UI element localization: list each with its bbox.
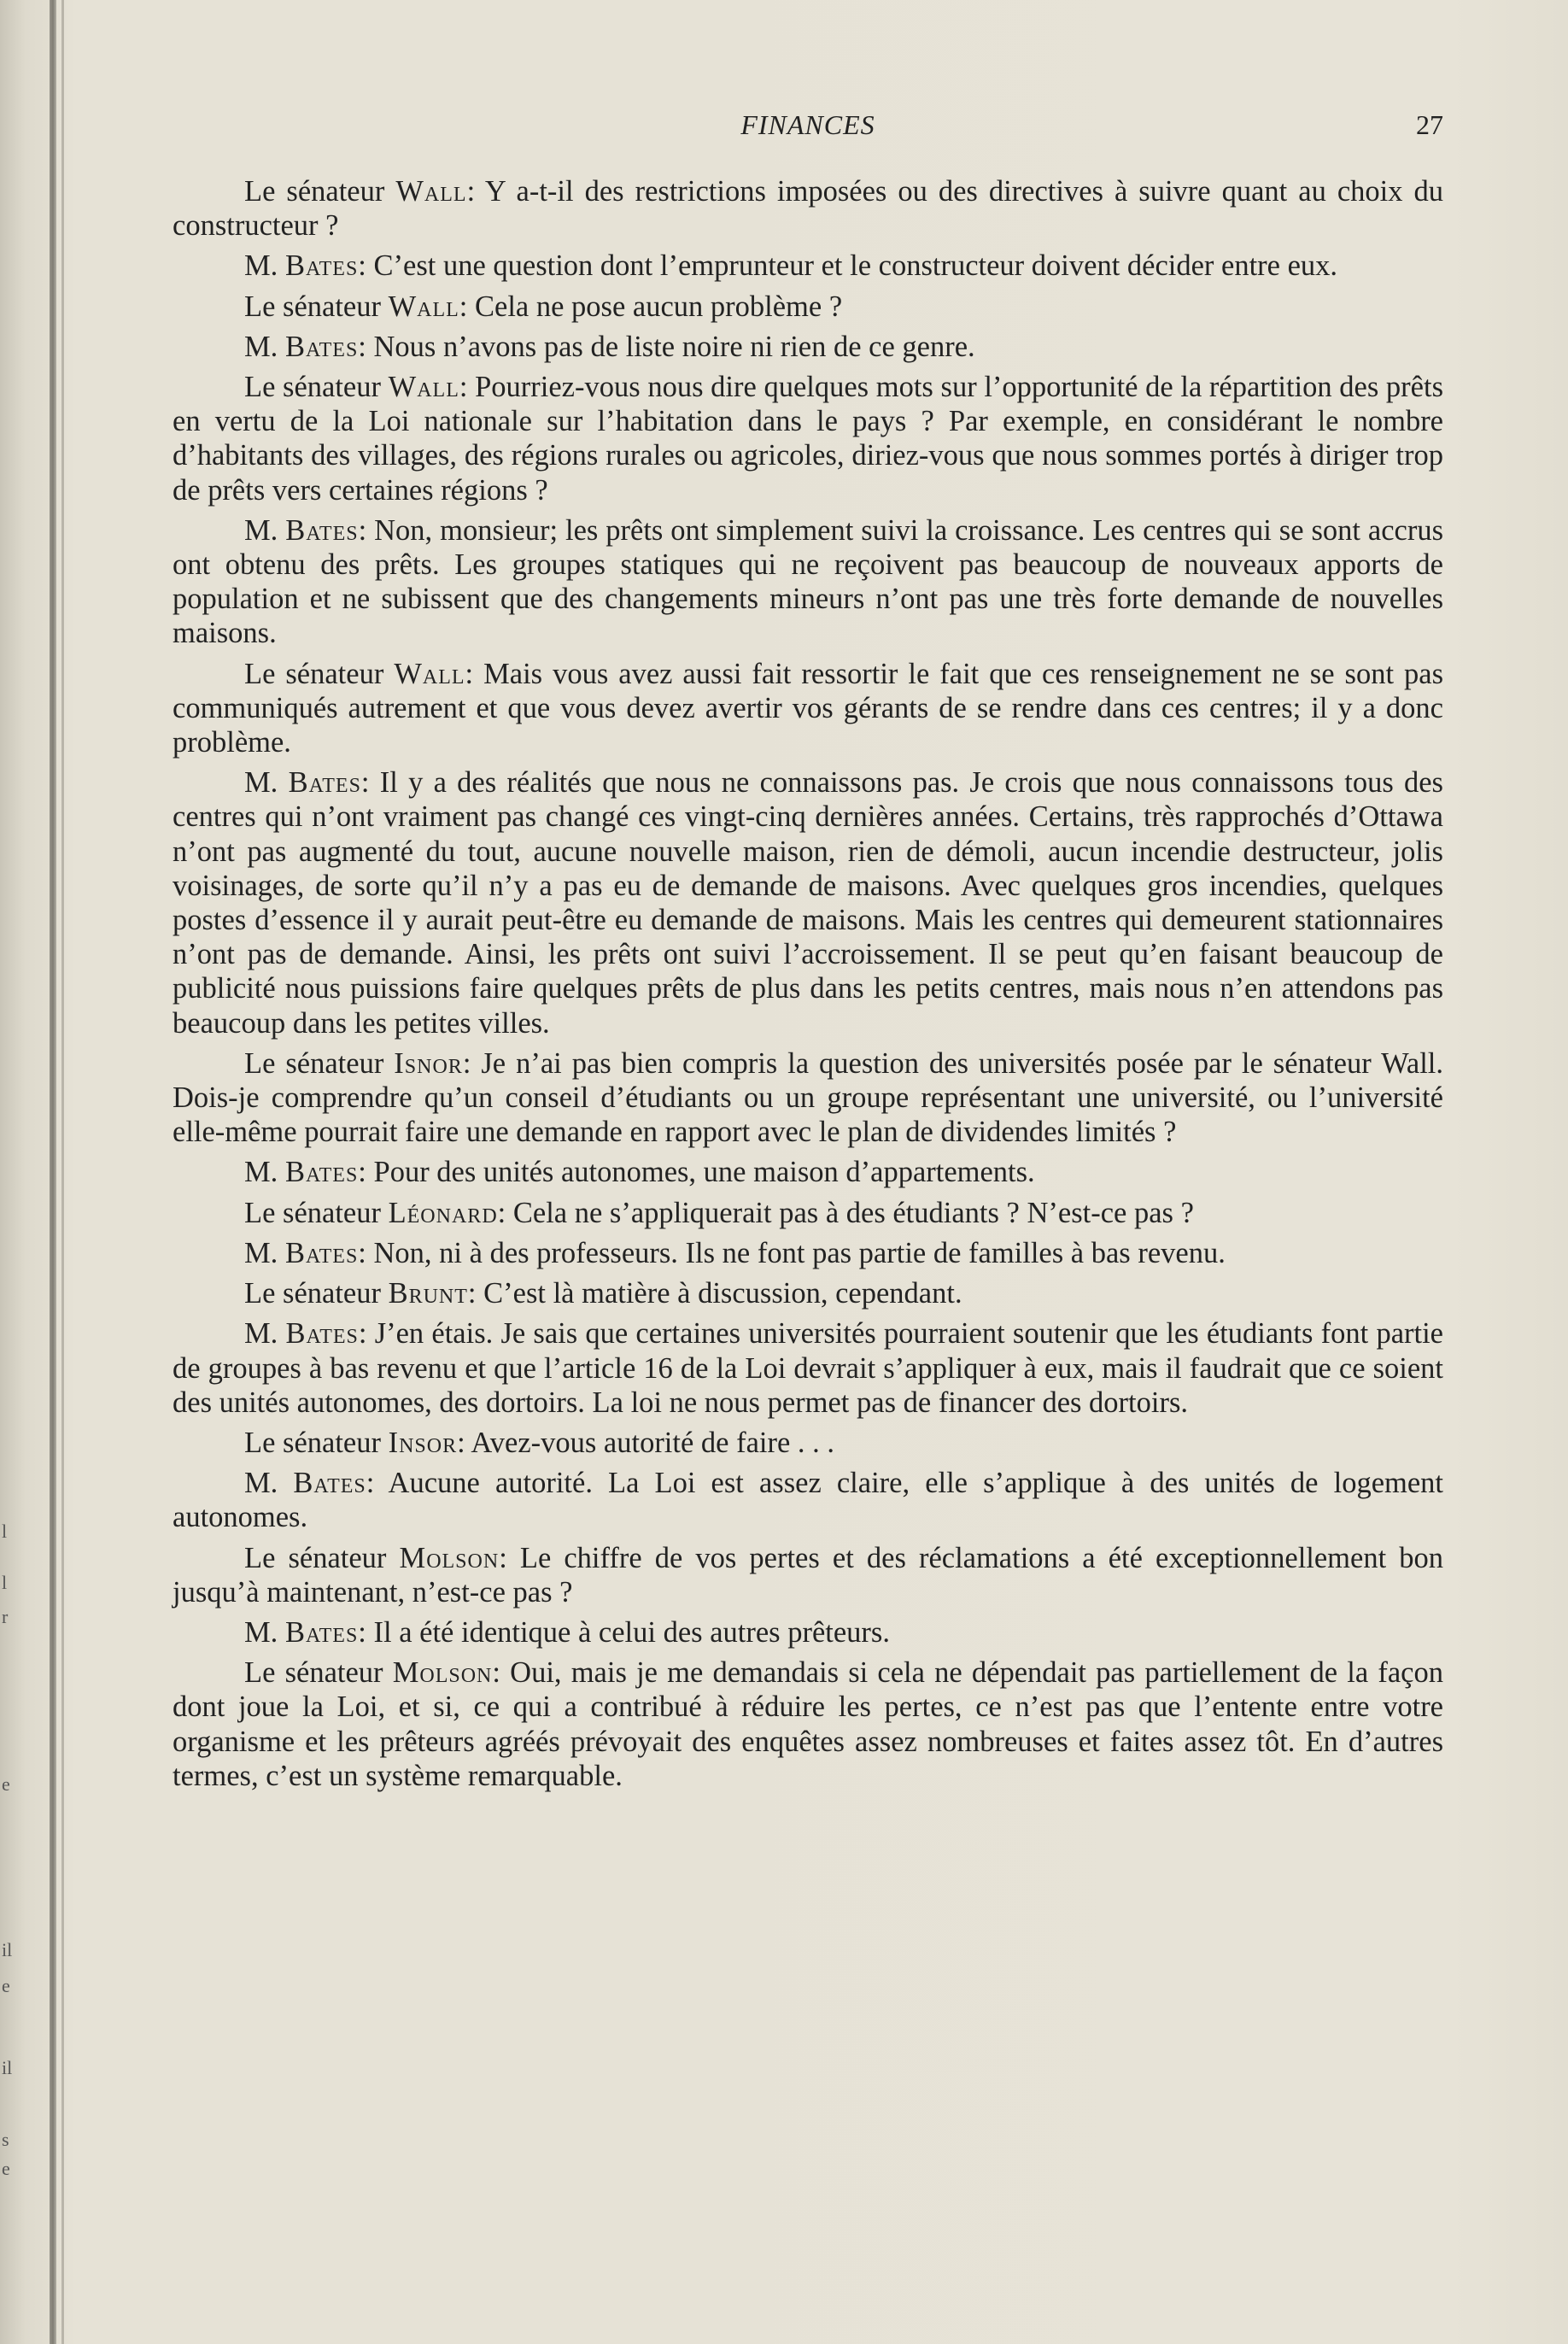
speech-text: : Mais vous avez aussi fait ressortir le fait que ces renseignement ne se sont pas communiqués autrement et que vous devez avertir vos gérants de se rendre dans ces centres; il y a donc problème. bbox=[173, 657, 1444, 759]
speaker-prefix: M. bbox=[244, 1317, 286, 1351]
margin-mark: e bbox=[2, 1975, 10, 1996]
speaker-name: Wall bbox=[388, 290, 459, 323]
speaker-prefix: Le sénateur bbox=[244, 175, 396, 208]
page-header bbox=[173, 109, 1443, 144]
speaker-name: Bates bbox=[293, 1467, 366, 1500]
speech-text: : Non, ni à des professeurs. Ils ne font pas partie de familles à bas revenu. bbox=[358, 1236, 1226, 1269]
speaker-prefix: Le sénateur bbox=[244, 1541, 400, 1574]
speaker-paragraph bbox=[173, 1316, 1443, 1420]
speaker-paragraph bbox=[173, 174, 1443, 243]
speech-text: : Cela ne s’appliquerait pas à des étudiants ? N’est-ce pas ? bbox=[497, 1196, 1194, 1229]
margin-mark: il bbox=[2, 1939, 13, 1960]
speaker-paragraph bbox=[173, 1155, 1443, 1189]
speaker-name: Wall bbox=[394, 657, 465, 690]
margin-mark: l bbox=[2, 1521, 8, 1542]
speaker-name: Molson bbox=[399, 1541, 500, 1574]
speaker-prefix: Le sénateur bbox=[244, 290, 389, 323]
speaker-prefix: M. bbox=[244, 249, 285, 283]
speaker-paragraph bbox=[173, 1541, 1443, 1609]
speech-text: : Pour des unités autonomes, une maison d’appartements. bbox=[358, 1156, 1035, 1189]
margin-mark: e bbox=[2, 2158, 10, 2179]
binding-gutter bbox=[50, 0, 56, 2344]
speaker-paragraph bbox=[173, 1276, 1443, 1310]
speech-text: : C’est là matière à discussion, cependant. bbox=[467, 1277, 962, 1310]
speaker-prefix: Le sénateur bbox=[244, 1426, 389, 1459]
margin-bleed-through bbox=[0, 0, 34, 2344]
speaker-paragraph bbox=[173, 330, 1443, 364]
speech-text: : Avez-vous autorité de faire . . . bbox=[457, 1426, 835, 1459]
running-head: FINANCES bbox=[740, 109, 875, 140]
speaker-name: Bates bbox=[285, 1317, 359, 1351]
speaker-prefix: M. bbox=[244, 513, 286, 547]
speaker-paragraph bbox=[173, 513, 1443, 651]
binding-gutter-edge bbox=[61, 0, 64, 2344]
speaker-name: Bates bbox=[284, 1236, 359, 1269]
speaker-prefix: M. bbox=[244, 1236, 285, 1269]
transcript-body bbox=[173, 174, 1443, 1799]
margin-mark: il bbox=[2, 2057, 13, 2078]
speaker-paragraph bbox=[173, 290, 1443, 324]
speaker-paragraph bbox=[173, 1196, 1443, 1230]
speaker-name: Bates bbox=[284, 330, 359, 363]
speaker-paragraph bbox=[173, 1466, 1443, 1534]
speaker-prefix: Le sénateur bbox=[244, 657, 395, 690]
speaker-paragraph bbox=[173, 1046, 1443, 1150]
page-number: 27 bbox=[1416, 109, 1443, 140]
speaker-prefix: Le sénateur bbox=[244, 1046, 395, 1080]
speaker-paragraph bbox=[173, 1655, 1443, 1793]
speaker-name: Brunt bbox=[388, 1277, 468, 1310]
speaker-paragraph bbox=[173, 1615, 1443, 1650]
speaker-name: Insor bbox=[388, 1426, 458, 1459]
margin-mark: r bbox=[2, 1606, 9, 1627]
speaker-prefix: Le sénateur bbox=[244, 371, 389, 404]
speech-text: : Pourriez-vous nous dire quelques mots sur l’opportunité de la répartition des prêts en vertu de la Loi nationale sur l’habitation dans le pays ? Par exemple, en considérant le nombre d’habitants des villages, des régions rurales ou agricoles, diriez-vous que nous sommes portés à diriger trop de prêts vers certaines régions ? bbox=[173, 371, 1443, 507]
speaker-name: Wall bbox=[395, 175, 467, 208]
speaker-name: Bates bbox=[284, 249, 359, 283]
speech-text: : C’est une question dont l’emprunteur et le constructeur doivent décider entre eux. bbox=[358, 249, 1338, 283]
speech-text: : Le chiffre de vos pertes et des réclamations a été exceptionnellement bon jusqu’à maintenant, n’est-ce pas ? bbox=[173, 1541, 1443, 1609]
margin-mark: e bbox=[2, 1773, 10, 1795]
speaker-prefix: M. bbox=[244, 1156, 285, 1189]
speaker-name: Bates bbox=[284, 1615, 359, 1649]
speaker-name: Molson bbox=[392, 1656, 493, 1690]
speech-text: : Je n’ai pas bien compris la question des universités posée par le sénateur Wall. Dois-je comprendre qu’un conseil d’étudiants ou un groupe représentant une université, ou l’université elle-même pourrait faire une demande en rapport avec le plan de dividendes limités ? bbox=[173, 1046, 1443, 1149]
speaker-paragraph bbox=[173, 1236, 1443, 1270]
speech-text: : Aucune autorité. La Loi est assez claire, elle s’applique à des unités de logement autonomes. bbox=[173, 1467, 1443, 1534]
speaker-paragraph bbox=[173, 370, 1443, 507]
speaker-prefix: M. bbox=[244, 766, 289, 800]
speaker-name: Isnor bbox=[394, 1046, 463, 1080]
speaker-name: Bates bbox=[284, 1156, 359, 1189]
speech-text: : Il y a des réalités que nous ne connaissons pas. Je crois que nous connaissons tous des centres qui n’ont vraiment pas changé ces vingt-cinq dernières années. Certains, très rapprochés d’Ottawa n’ont pas augmenté du tout, aucune nouvelle maison, rien de démoli, aucun incendie destructeur, jolis voisinages, de sorte qu’il n’y a pas eu de demande de maisons. Avec quelques gros incendies, quelques postes d’essence il y aurait peut-être eu demande de maisons. Mais les centres qui demeurent stationnaires n’ont pas de demande. Ainsi, les prêts ont suivi l’accroissement. Il se peut qu’en faisant beaucoup de publicité nous puissions faire quelques prêts de plus dans les petits centres, mais nous n’en attendons pas beaucoup dans les petites villes. bbox=[173, 766, 1443, 1040]
speech-text: : Y a-t-il des restrictions imposées ou des directives à suivre quant au choix du constructeur ? bbox=[173, 175, 1444, 243]
speaker-prefix: M. bbox=[244, 1467, 294, 1500]
speaker-name: Bates bbox=[285, 513, 359, 547]
speaker-paragraph bbox=[173, 249, 1443, 283]
speech-text: : J’en étais. Je sais que certaines universités pourraient soutenir que les étudiants font partie de groupes à bas revenu et que l’article 16 de la Loi devrait s’appliquer à eux, mais il faudrait que ce soient des unités autonomes, des dortoirs. La loi ne nous permet pas de financer des dortoirs. bbox=[173, 1317, 1443, 1419]
speaker-paragraph bbox=[173, 1426, 1443, 1460]
speech-text: : Non, monsieur; les prêts ont simplement suivi la croissance. Les centres qui se sont accrus ont obtenu des prêts. Les groupes statiques qui ne reçoivent pas beaucoup de nouveaux apports de population et ne subissent que des changements mineurs n’ont pas une très forte demande de nouvelles maisons. bbox=[173, 513, 1443, 650]
speaker-name: Bates bbox=[288, 766, 361, 800]
margin-mark: s bbox=[2, 2129, 9, 2150]
speaker-name: Wall bbox=[388, 371, 459, 404]
speaker-prefix: M. bbox=[244, 330, 285, 363]
speaker-prefix: M. bbox=[244, 1615, 285, 1649]
speech-text: : Nous n’avons pas de liste noire ni rien de ce genre. bbox=[358, 330, 975, 363]
speaker-name: Léonard bbox=[388, 1196, 498, 1229]
speech-text: : Oui, mais je me demandais si cela ne dépendait pas partiellement de la façon dont joue la Loi, et si, ce qui a contribué à réduire les pertes, ce n’est pas que l’entente entre votre organisme et les prêteurs agréés prévoyait des enquêtes assez nombreuses et faites assez tôt. En d’autres termes, c’est un système remarquable. bbox=[173, 1656, 1443, 1792]
speaker-paragraph bbox=[173, 765, 1443, 1040]
speech-text: : Cela ne pose aucun problème ? bbox=[459, 290, 843, 323]
speech-text: : Il a été identique à celui des autres prêteurs. bbox=[358, 1615, 890, 1649]
margin-mark: l bbox=[2, 1572, 8, 1593]
speaker-prefix: Le sénateur bbox=[244, 1196, 389, 1229]
speaker-paragraph bbox=[173, 657, 1443, 760]
speaker-prefix: Le sénateur bbox=[244, 1277, 389, 1310]
speaker-prefix: Le sénateur bbox=[244, 1656, 393, 1690]
